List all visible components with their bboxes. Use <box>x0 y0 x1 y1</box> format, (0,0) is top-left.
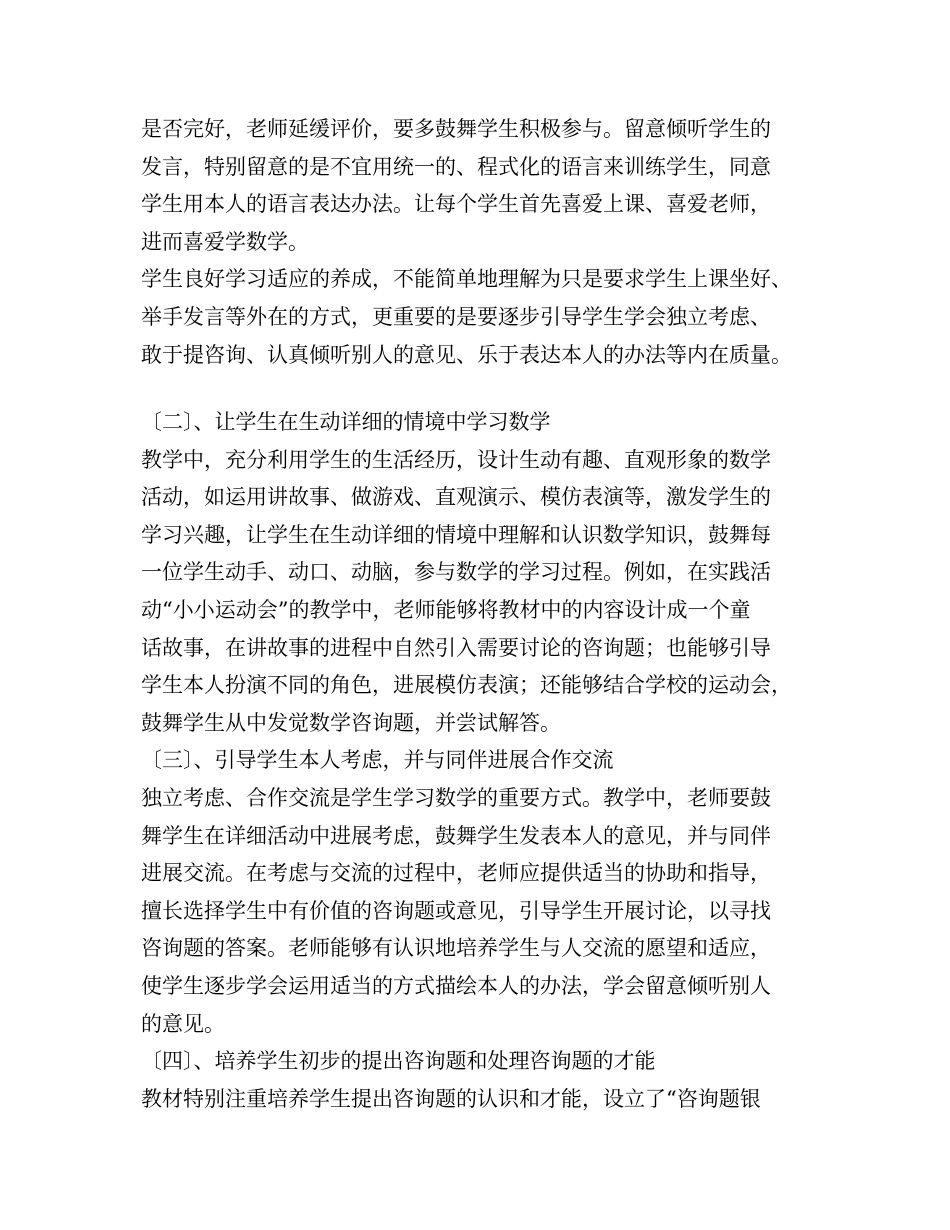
section-heading: 〔四〕、培养学生初步的提出咨询题和处理咨询题的才能 <box>141 1049 656 1074</box>
text-line: 进而喜爱学数学。 <box>141 229 309 254</box>
text-line: 擅长选择学生中有价值的咨询题或意见，引导学生开展讨论，以寻找 <box>141 898 771 923</box>
text-line: 学生本人扮演不同的角色，进展模仿表演；还能够结合学校的运动会， <box>141 673 792 698</box>
text-line: 舞学生在详细活动中进展考虑，鼓舞学生发表本人的意见，并与同伴 <box>141 823 771 848</box>
text-line: 发言，特别留意的是不宜用统一的、程式化的语言来训练学生，同意 <box>141 154 771 179</box>
text-line: 使学生逐步学会运用适当的方式描绘本人的办法，学会留意倾听别人 <box>141 973 771 998</box>
text-line: 动“小小运动会”的教学中，老师能够将教材中的内容设计成一个童 <box>141 597 751 622</box>
text-line: 鼓舞学生从中发觉数学咨询题，并尝试解答。 <box>141 710 561 735</box>
text-block-1 <box>141 111 841 374</box>
text-line: 独立考虑、合作交流是学生学习数学的重要方式。教学中，老师要鼓 <box>141 785 771 810</box>
text-line: 学生用本人的语言表达办法。让每个学生首先喜爱上课、喜爱老师， <box>141 192 771 217</box>
text-line: 学生良好学习适应的养成，不能简单地理解为只是要求学生上课坐好、 <box>141 267 792 292</box>
text-line: 敢于提咨询、认真倾听别人的意见、乐于表达本人的办法等内在质量。 <box>141 342 792 367</box>
section-heading: 〔二〕、让学生在生动详细的情境中学习数学 <box>141 410 551 434</box>
section-heading: 〔三〕、引导学生本人考虑，并与同伴进展合作交流 <box>141 748 614 773</box>
text-line: 进展交流。在考虑与交流的过程中，老师应提供适当的协助和指导， <box>141 861 771 886</box>
text-block-2 <box>141 404 841 1118</box>
text-line: 一位学生动手、动口、动脑，参与数学的学习过程。例如，在实践活 <box>141 560 771 585</box>
text-line: 活动，如运用讲故事、做游戏、直观演示、模仿表演等，激发学生的 <box>141 485 771 510</box>
text-line: 学习兴趣，让学生在生动详细的情境中理解和认识数学知识，鼓舞每 <box>141 522 771 547</box>
text-line: 举手发言等外在的方式，更重要的是要逐步引导学生学会独立考虑、 <box>141 304 771 329</box>
text-line: 是否完好，老师延缓评价，要多鼓舞学生积极参与。留意倾听学生的 <box>141 117 771 141</box>
text-line: 话故事，在讲故事的进程中自然引入需要讨论的咨询题；也能够引导 <box>141 635 771 660</box>
text-line: 咨询题的答案。老师能够有认识地培养学生与人交流的愿望和适应， <box>141 936 771 961</box>
text-line: 教材特别注重培养学生提出咨询题的认识和才能，设立了“咨询题银 <box>141 1086 761 1111</box>
text-line: 教学中，充分利用学生的生活经历，设计生动有趣、直观形象的数学 <box>141 447 771 472</box>
text-line: 的意见。 <box>141 1011 225 1036</box>
